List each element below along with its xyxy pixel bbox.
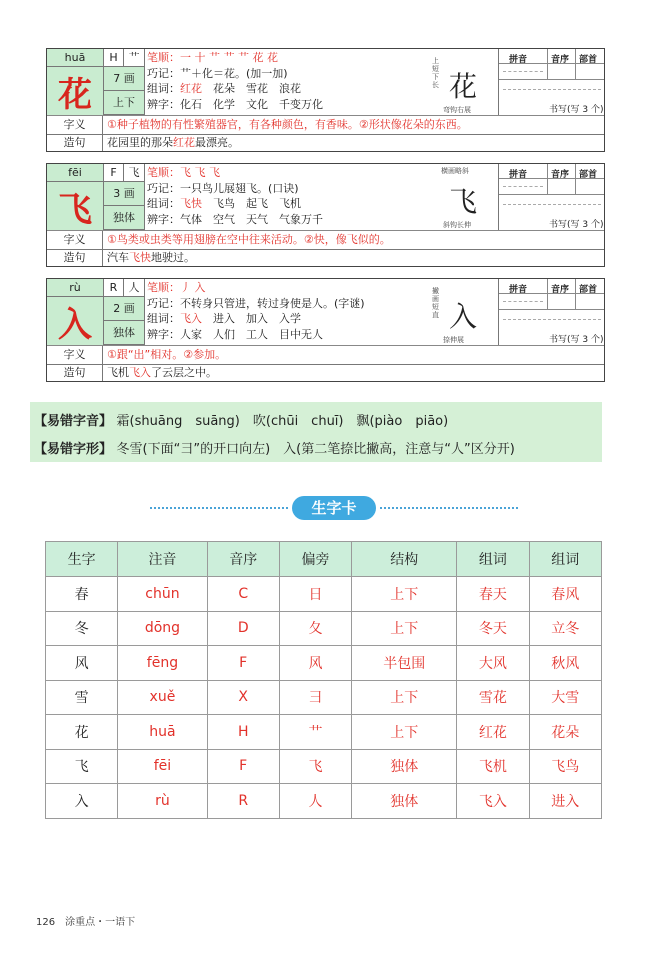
vocab-cell: 雪花 [457, 680, 529, 715]
card-character: 入 [47, 297, 104, 345]
calligraphy-box [429, 49, 499, 115]
sentence-label: 造句 [47, 250, 103, 266]
grid-dash [503, 319, 601, 320]
distinguish-chars: 辨字：人家 人们 工人 目中无人 [147, 327, 323, 341]
grid-divider [499, 293, 604, 294]
card-strokes: 3 画 [104, 182, 145, 206]
practice-grid [499, 49, 604, 115]
banner-line-left [150, 507, 288, 509]
card-info [145, 165, 431, 227]
memory-trick: 巧记：艹＋化＝花。(加一加) [147, 66, 288, 80]
vocab-char-cell: 入 [46, 784, 118, 819]
meaning-row [47, 231, 604, 250]
card-character: 花 [47, 67, 104, 115]
shape-tip-text: 冬雪(下面“彐”的开口向左) 入(第二笔捺比撇高，注意与“人”区分开) [116, 442, 515, 457]
vocab-header-cell: 组词 [457, 542, 529, 577]
word-group-rest: 飞鸟 起飞 飞机 [202, 197, 301, 210]
word-group [147, 196, 431, 212]
grid-radical-label: 部首 [579, 55, 598, 65]
word-group-highlight: 飞入 [180, 312, 202, 325]
card-structure: 独体 [104, 321, 145, 345]
word-group [147, 311, 431, 327]
word-group-rest: 花朵 雪花 浪花 [202, 82, 301, 95]
vocab-cell: 独体 [352, 749, 457, 784]
stroke-order: 笔顺：一 十 艹 艹 艹 花 花 [147, 51, 278, 64]
char-card [46, 48, 605, 152]
vocab-cell: 夂 [279, 611, 351, 646]
sentence-highlight: 红花 [173, 136, 195, 149]
sentence-text [107, 135, 239, 150]
grid-divider [547, 279, 548, 309]
sentence-post: 最漂亮。 [195, 136, 239, 149]
sound-tip-label: 【易错字音】 [34, 414, 113, 429]
card-info [145, 50, 431, 112]
meaning-row [47, 116, 604, 135]
word-group-label: 组词： [147, 197, 180, 210]
banner-title: 生字卡 [292, 496, 376, 520]
shape-tip [34, 438, 515, 457]
error-tips-box [30, 402, 602, 462]
grid-pinyin-label: 拼音 [509, 55, 528, 65]
table-row [46, 611, 602, 646]
card-radical: 飞 [124, 164, 145, 182]
vocab-cell: 春风 [529, 577, 601, 612]
vocab-cell: F [207, 646, 279, 681]
word-group-rest: 进入 加入 入学 [202, 312, 301, 325]
card-structure: 独体 [104, 206, 145, 230]
table-row [46, 749, 602, 784]
word-group-highlight: 红花 [180, 82, 202, 95]
vocab-cell: 上下 [352, 715, 457, 750]
card-pinyin: fēi [47, 164, 104, 182]
vocab-char-cell: 飞 [46, 749, 118, 784]
grid-divider [575, 279, 576, 309]
vocab-cell: 上下 [352, 611, 457, 646]
vocab-table-header [46, 542, 602, 577]
sound-tip [34, 410, 448, 429]
sentence-label: 造句 [47, 135, 103, 151]
vocab-cell: 大雪 [529, 680, 601, 715]
grid-divider [547, 164, 548, 194]
sentence-highlight: 飞快 [129, 251, 151, 264]
meaning-label: 字义 [47, 231, 103, 249]
grid-divider [499, 79, 604, 80]
vocab-header-cell: 结构 [352, 542, 457, 577]
practice-grid [499, 164, 604, 230]
stroke-order: 笔顺：丿 入 [147, 281, 206, 294]
grid-divider [499, 63, 604, 64]
calligraphy-note-bottom: 捺伸展 [443, 336, 464, 344]
practice-grid [499, 279, 604, 345]
calligraphy-note-bottom: 斜钩长伸 [443, 221, 471, 229]
vocab-cell: 飞入 [457, 784, 529, 819]
grid-divider [499, 178, 604, 179]
word-group-highlight: 飞快 [180, 197, 202, 210]
grid-divider [547, 49, 548, 79]
grid-pinyin-label: 拼音 [509, 170, 528, 180]
sound-tip-text: 霜(shuāng suāng) 吹(chūi chuī) 飘(piào piāo) [116, 414, 449, 429]
table-row [46, 715, 602, 750]
calligraphy-note-bottom: 弯钩右展 [443, 106, 471, 114]
grid-pinyin-label: 拼音 [509, 285, 528, 295]
grid-divider [575, 164, 576, 194]
vocab-header-cell: 生字 [46, 542, 118, 577]
vocab-table [45, 541, 602, 819]
word-group-label: 组词： [147, 312, 180, 325]
grid-order-label: 音序 [551, 285, 570, 295]
vocab-header-cell: 注音 [118, 542, 207, 577]
vocab-char-cell: 冬 [46, 611, 118, 646]
vocab-cell: 上下 [352, 680, 457, 715]
vocab-cell: 飞机 [457, 749, 529, 784]
grid-order-label: 音序 [551, 170, 570, 180]
sentence-row [47, 250, 604, 266]
vocab-cell: fēng [118, 646, 207, 681]
vocab-char-cell: 春 [46, 577, 118, 612]
vocab-cell: 艹 [279, 715, 351, 750]
word-group-label: 组词： [147, 82, 180, 95]
vocab-cell: C [207, 577, 279, 612]
grid-write-label: 书写(写 3 个) [549, 105, 604, 115]
vocab-card-banner [150, 500, 518, 516]
vocab-char-cell: 风 [46, 646, 118, 681]
vocab-cell: dōng [118, 611, 207, 646]
sentence-label: 造句 [47, 365, 103, 381]
sentence-text [107, 365, 217, 380]
card-structure: 上下 [104, 91, 145, 115]
calligraphy-glyph: 入 [449, 300, 478, 333]
vocab-cell: fēi [118, 749, 207, 784]
sentence-row [47, 365, 604, 381]
sentence-highlight: 飞入 [129, 366, 151, 379]
calligraphy-note-top: 横画略斜 [441, 167, 469, 175]
distinguish-chars: 辨字：气体 空气 天气 气象万千 [147, 212, 323, 226]
word-group [147, 81, 431, 97]
vocab-cell: 独体 [352, 784, 457, 819]
sentence-post: 了云层之中。 [151, 366, 217, 379]
table-row [46, 577, 602, 612]
grid-dash [503, 301, 543, 302]
card-letter: R [104, 279, 124, 297]
grid-divider [575, 49, 576, 79]
vocab-cell: 飞鸟 [529, 749, 601, 784]
card-pinyin: rù [47, 279, 104, 297]
distinguish-chars: 辨字：化石 化学 文化 千变万化 [147, 97, 323, 111]
char-card [46, 278, 605, 382]
meaning-label: 字义 [47, 346, 103, 364]
vocab-cell: 大风 [457, 646, 529, 681]
meaning-text: ①鸟类或虫类等用翅膀在空中往来活动。②快，像飞似的。 [107, 233, 391, 246]
vocab-cell: 红花 [457, 715, 529, 750]
grid-dash [503, 204, 601, 205]
grid-divider [499, 194, 604, 195]
vocab-cell: 春天 [457, 577, 529, 612]
memory-trick: 巧记：一只鸟儿展翅飞。(口诀) [147, 181, 299, 195]
meaning-row [47, 346, 604, 365]
sentence-text [107, 250, 195, 265]
vocab-cell: D [207, 611, 279, 646]
card-letter: F [104, 164, 124, 182]
grid-divider [499, 309, 604, 310]
grid-radical-label: 部首 [579, 285, 598, 295]
vocab-cell: 彐 [279, 680, 351, 715]
card-strokes: 7 画 [104, 67, 145, 91]
calligraphy-box [429, 164, 499, 230]
grid-dash [503, 89, 601, 90]
vocab-cell: 日 [279, 577, 351, 612]
calligraphy-glyph: 飞 [449, 185, 478, 218]
memory-trick: 巧记：不转身只管进，转过身使是人。(字谜) [147, 296, 365, 310]
vocab-cell: 风 [279, 646, 351, 681]
vocab-cell: huā [118, 715, 207, 750]
meaning-label: 字义 [47, 116, 103, 134]
card-strokes: 2 画 [104, 297, 145, 321]
calligraphy-glyph: 花 [449, 70, 478, 103]
sentence-pre: 飞机 [107, 366, 129, 379]
sentence-row [47, 135, 604, 151]
card-pinyin: huā [47, 49, 104, 67]
vocab-header-cell: 组词 [529, 542, 601, 577]
calligraphy-note-left: 上短下长 [432, 57, 439, 89]
vocab-header-cell: 偏旁 [279, 542, 351, 577]
calligraphy-box [429, 279, 499, 345]
vocab-cell: 飞 [279, 749, 351, 784]
vocab-cell: X [207, 680, 279, 715]
card-radical: 艹 [124, 49, 145, 67]
vocab-cell: xuě [118, 680, 207, 715]
sentence-pre: 花园里的那朵 [107, 136, 173, 149]
vocab-cell: rù [118, 784, 207, 819]
vocab-cell: chūn [118, 577, 207, 612]
card-radical: 人 [124, 279, 145, 297]
grid-dash [503, 186, 543, 187]
calligraphy-note-left: 撇画短直 [432, 287, 439, 319]
sentence-post: 地驶过。 [151, 251, 195, 264]
stroke-order: 笔顺：飞 飞 飞 [147, 166, 220, 179]
grid-write-label: 书写(写 3 个) [549, 335, 604, 345]
shape-tip-label: 【易错字形】 [34, 442, 113, 457]
card-letter: H [104, 49, 124, 67]
meaning-text: ①种子植物的有性繁殖器官，有各种颜色，有香味。②形状像花朵的东西。 [107, 118, 468, 131]
table-row [46, 784, 602, 819]
vocab-char-cell: 雪 [46, 680, 118, 715]
vocab-cell: 冬天 [457, 611, 529, 646]
grid-order-label: 音序 [551, 55, 570, 65]
banner-line-right [380, 507, 518, 509]
vocab-cell: 半包围 [352, 646, 457, 681]
sentence-pre: 汽车 [107, 251, 129, 264]
card-info [145, 280, 431, 342]
vocab-cell: F [207, 749, 279, 784]
vocab-cell: 上下 [352, 577, 457, 612]
grid-write-label: 书写(写 3 个) [549, 220, 604, 230]
vocab-header-cell: 音序 [207, 542, 279, 577]
page-footer: 126 涂重点・一语下 [36, 917, 136, 928]
card-character: 飞 [47, 182, 104, 230]
vocab-cell: 花朵 [529, 715, 601, 750]
grid-dash [503, 71, 543, 72]
vocab-cell: 人 [279, 784, 351, 819]
vocab-cell: H [207, 715, 279, 750]
vocab-cell: 进入 [529, 784, 601, 819]
meaning-text: ①跟“出”相对。②参加。 [107, 348, 227, 361]
vocab-char-cell: 花 [46, 715, 118, 750]
table-row [46, 680, 602, 715]
grid-radical-label: 部首 [579, 170, 598, 180]
vocab-cell: 秋风 [529, 646, 601, 681]
char-card [46, 163, 605, 267]
vocab-cell: R [207, 784, 279, 819]
vocab-cell: 立冬 [529, 611, 601, 646]
table-row [46, 646, 602, 681]
